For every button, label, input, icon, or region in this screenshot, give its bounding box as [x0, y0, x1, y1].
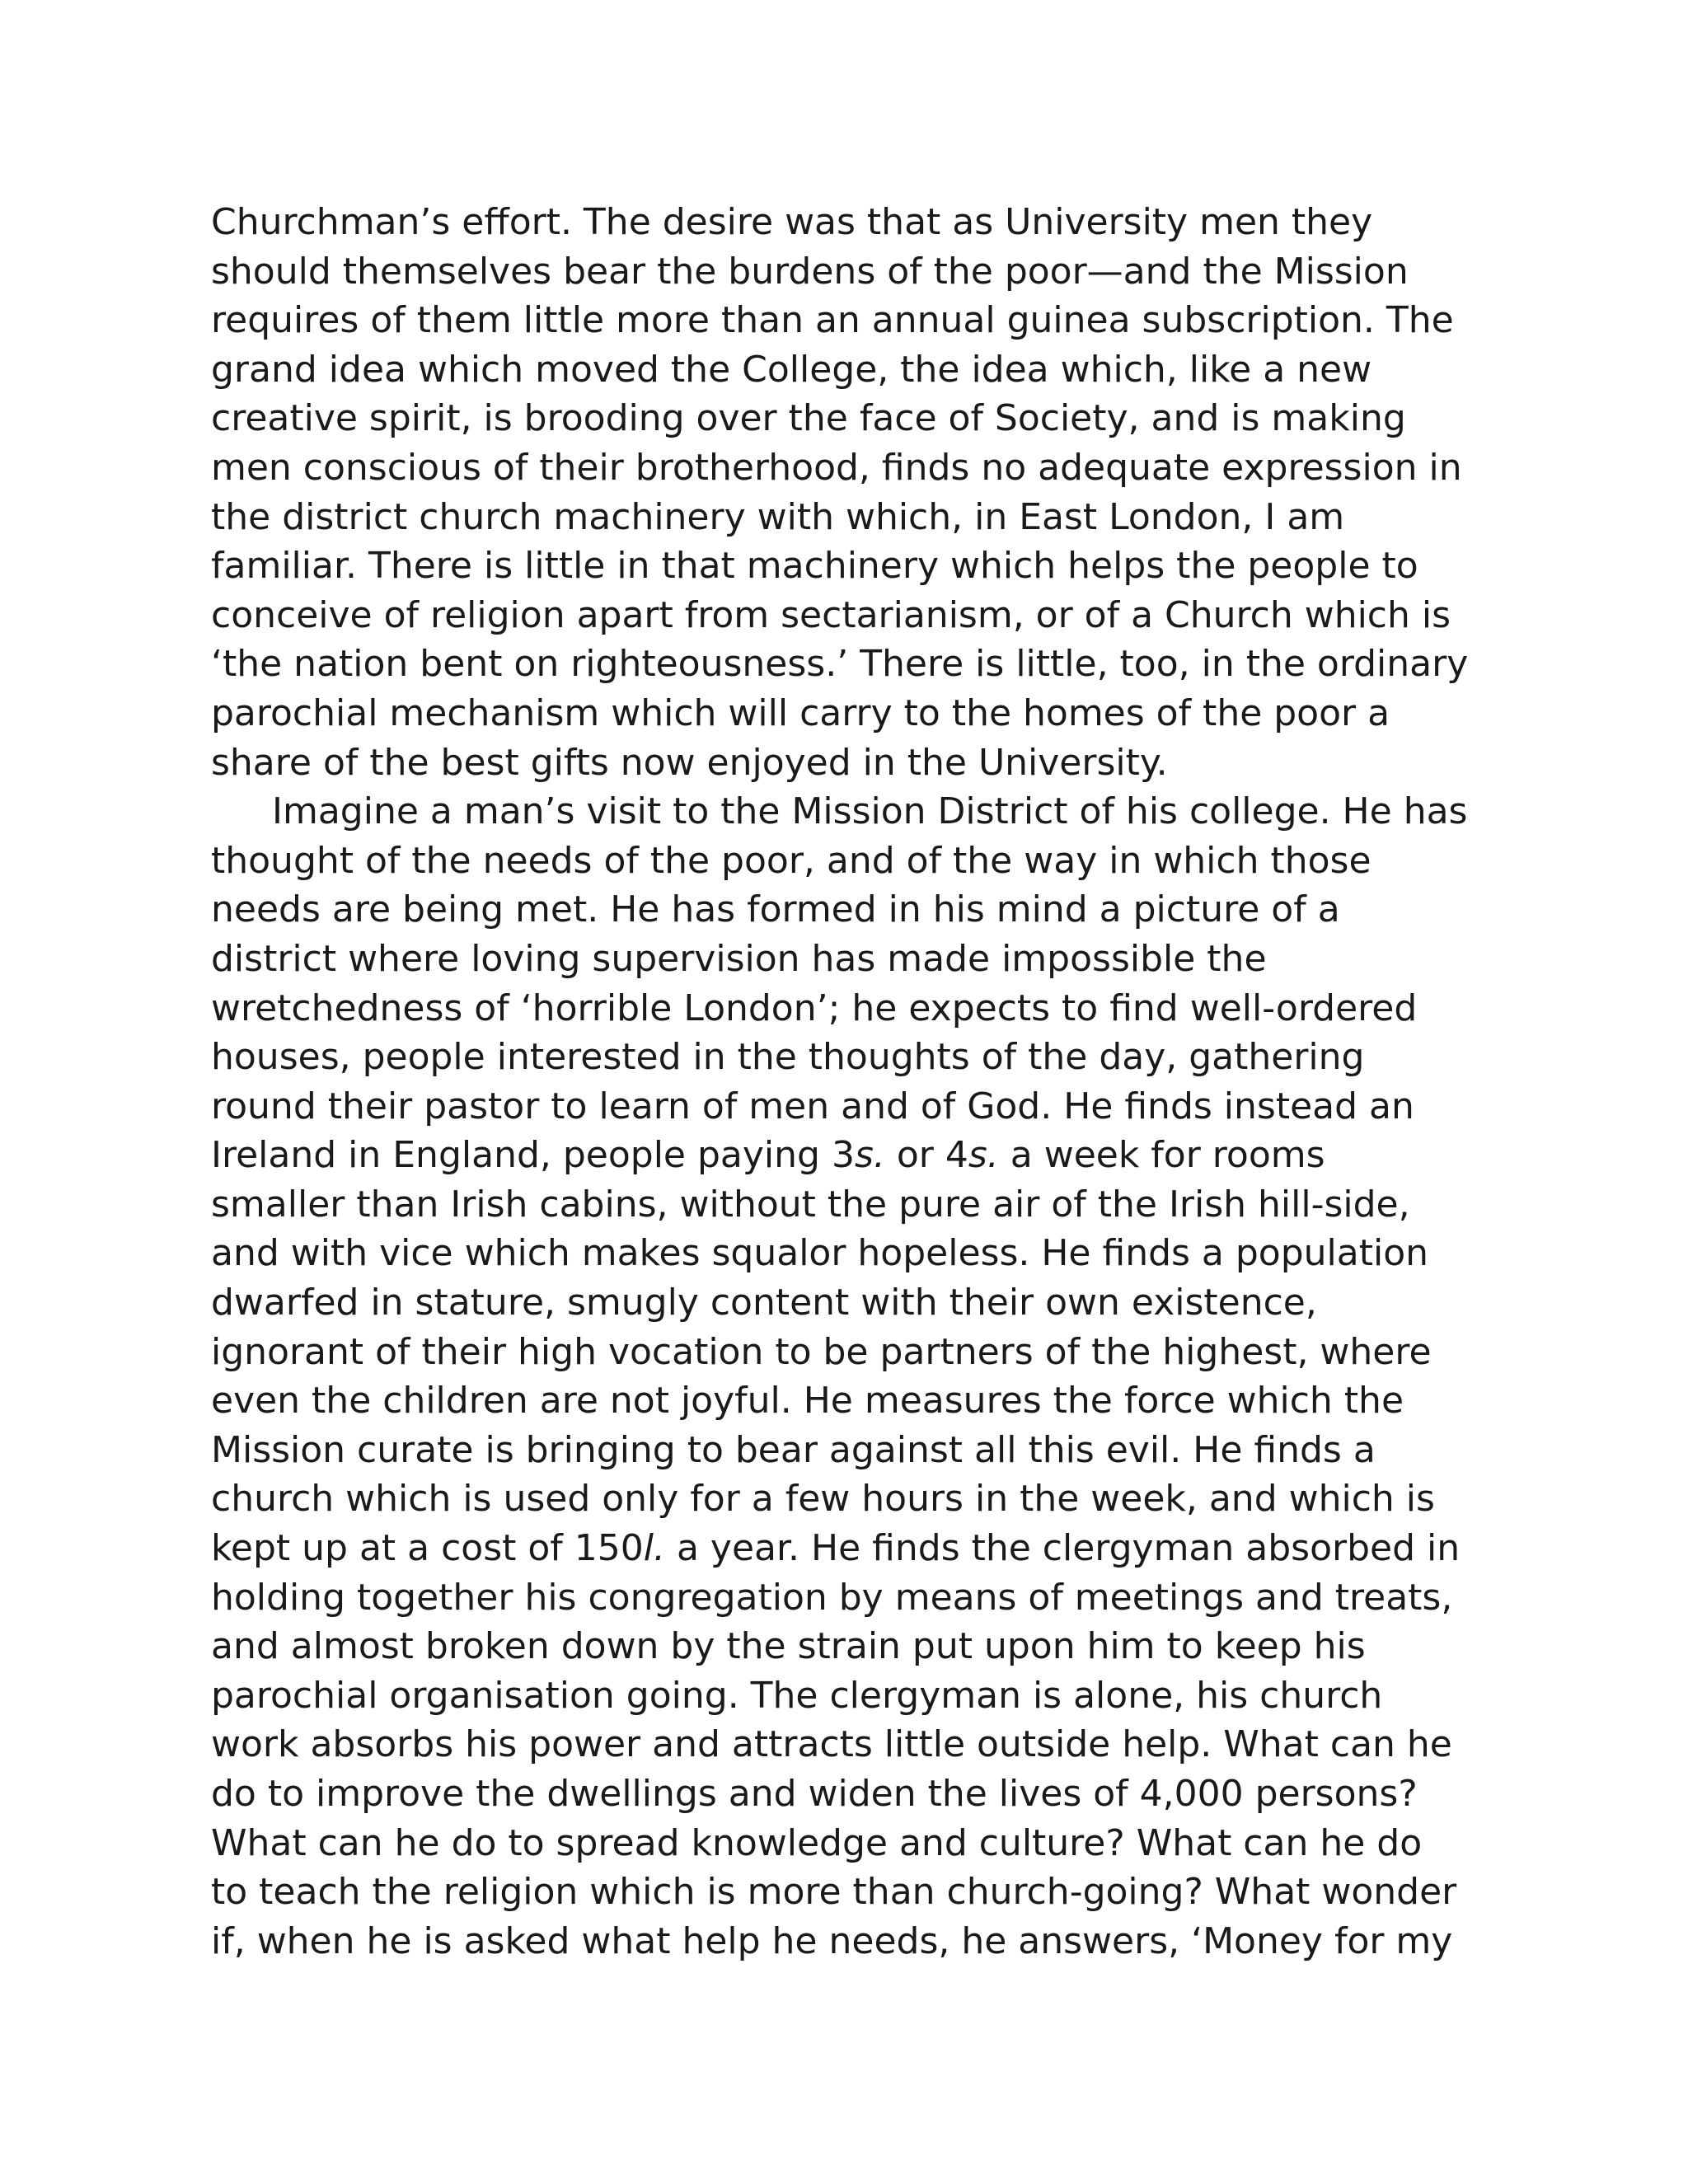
text-segment: What can he do to spread knowledge and culture? What can he do: [211, 1821, 1423, 1864]
text-segment: round their pastor to learn of men and of God. He finds instead an: [211, 1085, 1414, 1127]
text-line: [211, 296, 1469, 345]
text-segment: Mission curate is bringing to bear against all this evil. He finds a: [211, 1428, 1376, 1471]
text-segment: smaller than Irish cabins, without the pure air of the Irish hill-side,: [211, 1183, 1410, 1226]
text-segment: houses, people interested in the thoughts of the day, gathering: [211, 1036, 1365, 1079]
text-segment: Ireland in England, people paying 3: [211, 1134, 855, 1177]
text-segment: needs are being met. He has formed in his mind a picture of a: [211, 888, 1340, 931]
text-line: [211, 541, 1469, 591]
text-segment: requires of them little more than an annual guinea subscription. The: [211, 299, 1454, 342]
text-line: [211, 1328, 1469, 1377]
text-segment: do to improve the dwellings and widen the lives of 4,000 persons?: [211, 1773, 1418, 1815]
text-line: [211, 689, 1469, 738]
text-line: [211, 738, 1469, 788]
text-line: [211, 1131, 1469, 1180]
text-line: [211, 247, 1469, 297]
text-segment: ignorant of their high vocation to be partners of the highest, where: [211, 1330, 1432, 1373]
text-segment: if, when he is asked what help he needs, he answers, ‘Money for my: [211, 1919, 1453, 1962]
text-line: [211, 1917, 1469, 1966]
text-segment: Imagine a man’s visit to the Mission District of his college. He has: [272, 790, 1468, 833]
text-line: [211, 1671, 1469, 1721]
text-line: [211, 1622, 1469, 1671]
paragraph: [211, 198, 1469, 787]
text-segment: should themselves bear the burdens of the poor—and the Mission: [211, 250, 1409, 293]
paragraph: [211, 787, 1469, 1966]
text-segment: Churchman’s effort. The desire was that as University men they: [211, 201, 1373, 243]
text-line: [211, 640, 1469, 689]
text-line: [211, 1868, 1469, 1917]
text-segment: ‘the nation bent on righteousness.’ There is little, too, in the ordinary: [211, 643, 1469, 686]
text-segment: church which is used only for a few hours in the week, and which is: [211, 1478, 1435, 1521]
text-line: [211, 1229, 1469, 1278]
text-line: [211, 837, 1469, 886]
text-segment: even the children are not joyful. He measures the force which the: [211, 1380, 1404, 1422]
text-line: [211, 1720, 1469, 1769]
text-segment: work absorbs his power and attracts little outside help. What can he: [211, 1723, 1452, 1766]
body-text: [211, 198, 1469, 1966]
text-segment: wretchedness of ‘horrible London’; he expects to find well-ordered: [211, 987, 1418, 1029]
text-line: [211, 1474, 1469, 1524]
text-segment: and with vice which makes squalor hopeless. He finds a population: [211, 1232, 1429, 1275]
text-line: [211, 1376, 1469, 1426]
text-segment: thought of the needs of the poor, and of the way in which those: [211, 839, 1372, 882]
text-line: [211, 1426, 1469, 1475]
text-line: [211, 1082, 1469, 1132]
text-line: [211, 1524, 1469, 1573]
italic-text: s.: [968, 1134, 999, 1177]
text-line: [211, 1573, 1469, 1623]
text-line: [211, 591, 1469, 640]
text-line: [211, 1769, 1469, 1819]
text-line: [211, 885, 1469, 935]
text-segment: to teach the religion which is more than church-going? What wonder: [211, 1871, 1457, 1914]
text-segment: and almost broken down by the strain put upon him to keep his: [211, 1625, 1366, 1668]
text-line: [211, 984, 1469, 1033]
text-line: [211, 394, 1469, 443]
italic-text: s.: [854, 1134, 885, 1177]
text-segment: grand idea which moved the College, the idea which, like a new: [211, 348, 1372, 391]
text-segment: a year. He finds the clergyman absorbed in: [664, 1527, 1461, 1570]
text-segment: district where loving supervision has made impossible the: [211, 937, 1267, 980]
text-segment: familiar. There is little in that machinery which helps the people to: [211, 545, 1418, 588]
text-line: [211, 443, 1469, 493]
text-line: [211, 1278, 1469, 1328]
text-line: [211, 198, 1469, 247]
text-segment: dwarfed in stature, smugly content with their own existence,: [211, 1282, 1317, 1324]
text-line: [211, 1033, 1469, 1082]
text-segment: creative spirit, is brooding over the face of Society, and is making: [211, 397, 1406, 440]
text-segment: or 4: [884, 1134, 968, 1177]
text-line: [211, 345, 1469, 395]
text-segment: parochial mechanism which will carry to the homes of the poor a: [211, 691, 1390, 734]
italic-text: l.: [643, 1527, 665, 1570]
text-segment: conceive of religion apart from sectarianism, or of a Church which is: [211, 593, 1451, 636]
text-segment: share of the best gifts now enjoyed in the University.: [211, 741, 1168, 784]
text-segment: kept up at a cost of 150: [211, 1527, 644, 1570]
text-line: [211, 787, 1469, 837]
text-line: [211, 493, 1469, 542]
text-segment: holding together his congregation by means of meetings and treats,: [211, 1576, 1453, 1619]
text-segment: a week for rooms: [998, 1134, 1325, 1177]
text-segment: the district church machinery with which, in East London, I am: [211, 495, 1345, 538]
text-line: [211, 1180, 1469, 1230]
text-line: [211, 935, 1469, 984]
text-line: [211, 1819, 1469, 1868]
text-segment: parochial organisation going. The clergyman is alone, his church: [211, 1674, 1383, 1717]
text-segment: men conscious of their brotherhood, finds no adequate expression in: [211, 446, 1462, 489]
